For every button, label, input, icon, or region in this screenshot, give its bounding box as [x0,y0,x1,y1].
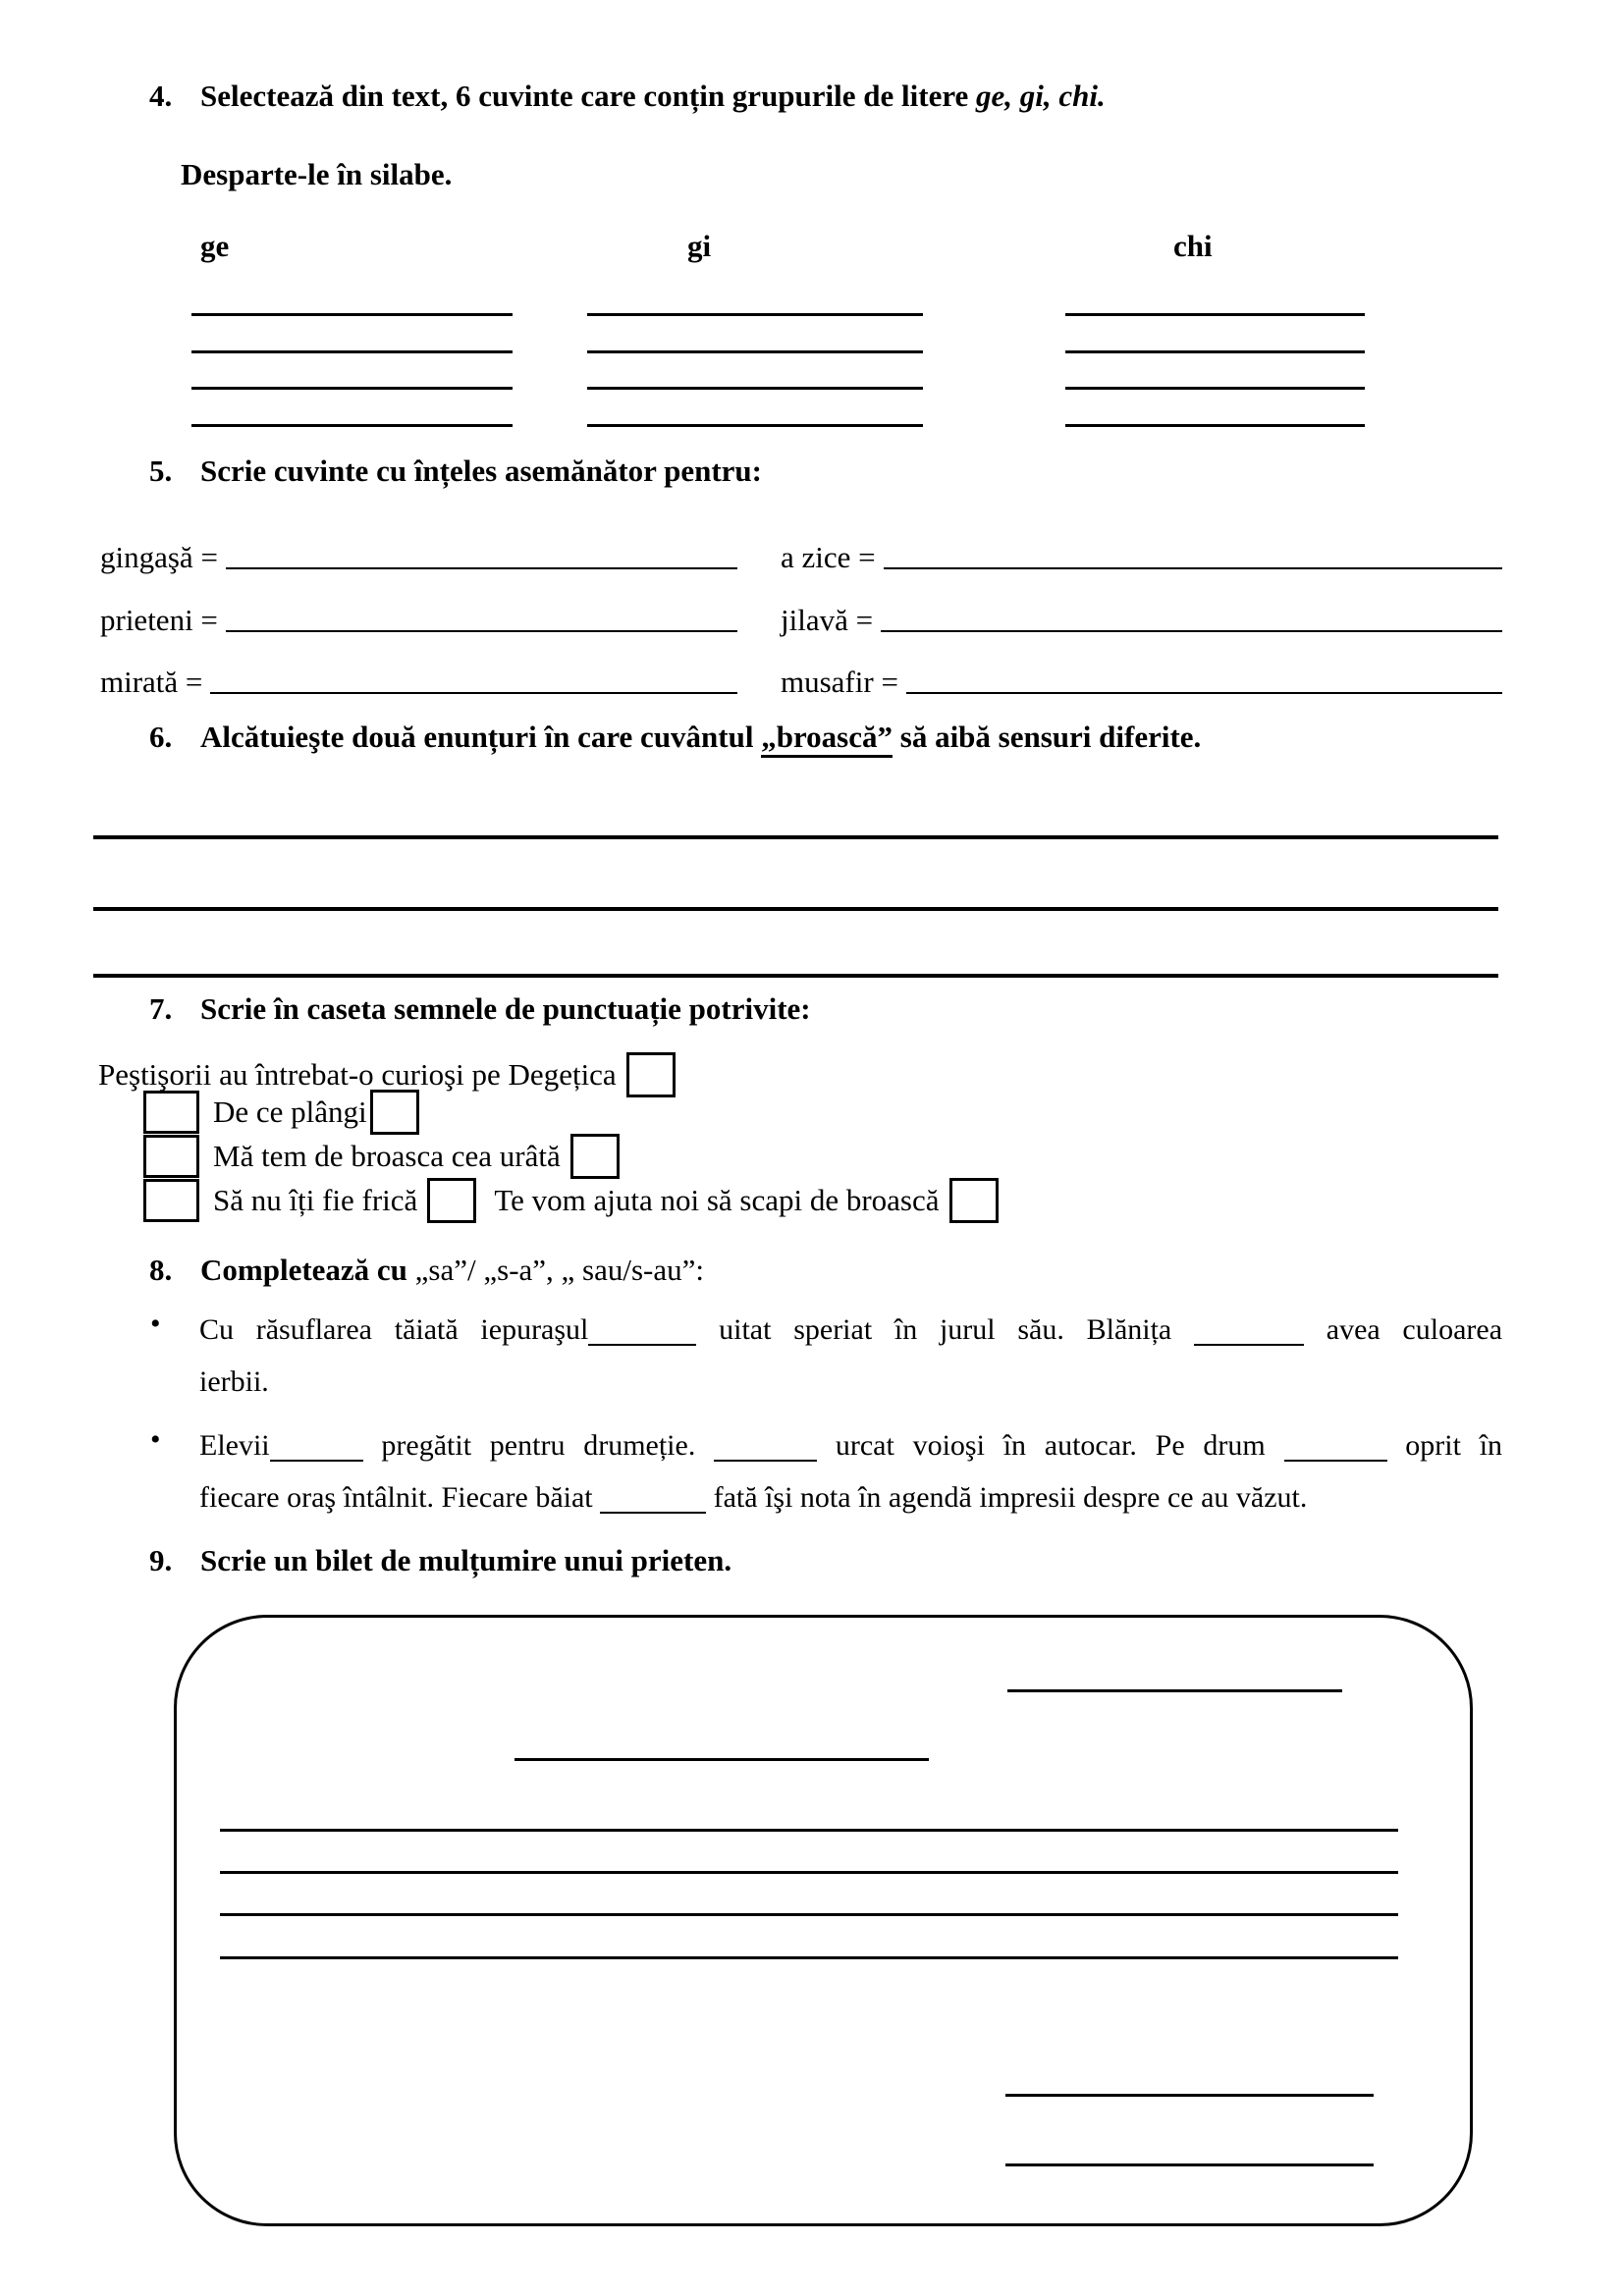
punctuation-text: Te vom ajuta noi să scapi de broască [494,1182,940,1217]
exercise8-title-options: „sa”/ „s-a”, „ sau/s-au”: [406,1253,705,1287]
exercise6-number: 6. [149,720,173,754]
fill-in-text-line [199,1419,1502,1471]
exercise8-title-bold: Completează cu [200,1253,407,1287]
bullet-icon: • [150,1308,161,1340]
exercise5-title: Scrie cuvinte cu înțeles asemănător pentru: [200,454,762,488]
note-box [174,1615,1473,2226]
fill-in-text: urcat voioşi în autocar. Pe drum [835,1429,1266,1462]
write-line [191,313,513,316]
punctuation-line-2 [98,1090,419,1134]
exercise8-number: 8. [149,1253,173,1287]
synonym-term: musafir = [781,665,898,699]
synonym-term: a zice = [781,540,876,574]
synonym-row [100,530,1502,575]
synonym-term: prieteni = [100,603,218,637]
punctuation-line-4 [98,1178,999,1222]
punctuation-text: Mă tem de broasca cea urâtă [213,1138,561,1173]
fill-in-text: fiecare oraş întâlnit. Fiecare băiat [199,1481,593,1514]
note-body-line [220,1871,1398,1874]
write-line [1065,387,1365,390]
answer-line [906,692,1502,694]
punctuation-box [427,1178,476,1223]
exercise4-column-ge [191,229,515,264]
write-line [1065,350,1365,353]
synonym-cell-right [781,540,1502,575]
punctuation-box [143,1179,199,1222]
synonym-term: gingaşă = [100,540,218,574]
exercise4-column-chi [1065,229,1365,264]
write-line [587,387,923,390]
exercise4-number: 4. [149,79,173,113]
write-line [587,424,923,427]
exercise9-title: Scrie un bilet de mulțumire unui prieten. [200,1543,732,1577]
write-line [587,350,923,353]
exercise7-heading [149,991,811,1027]
fill-in-text: Elevii [199,1429,270,1462]
punctuation-box [143,1091,199,1134]
note-body-line [220,1829,1398,1832]
note-title-line [514,1758,929,1761]
exercise5-heading [149,454,762,489]
write-line [191,387,513,390]
answer-line [884,567,1502,569]
answer-blank [270,1433,363,1462]
exercise9-heading [149,1543,731,1578]
synonym-row [100,655,1502,700]
fill-in-text: fată îşi nota în agendă impresii despre ce au văzut. [713,1481,1308,1514]
write-line [587,313,923,316]
exercise4-subtitle: Desparte-le în silabe. [181,157,453,191]
fill-in-text-line [199,1356,1502,1408]
synonym-cell-right [781,603,1502,638]
bullet-icon: • [150,1423,161,1456]
exercise6-title-suffix: să aibă sensuri diferite. [893,720,1202,754]
write-line [191,350,513,353]
answer-line [881,630,1502,632]
punctuation-text: De ce plângi [213,1094,367,1129]
synonym-term: mirată = [100,665,203,699]
fill-in-text: ierbii. [199,1365,269,1398]
answer-line [226,567,737,569]
column-label-chi: chi [1173,229,1213,263]
column-label-ge: ge [200,229,230,263]
fill-in-text: Cu răsuflarea tăiată iepuraşul [199,1313,589,1346]
note-date-line [1007,1689,1342,1692]
answer-blank [588,1317,696,1346]
fill-in-text-line [199,1304,1502,1356]
exercise6-heading [149,720,1201,755]
exercise8-heading [149,1253,704,1288]
punctuation-box [143,1135,199,1178]
punctuation-box [370,1090,419,1135]
punctuation-line-3 [98,1134,620,1178]
synonym-term: jilavă = [781,603,874,637]
fill-in-text: oprit în [1405,1429,1503,1462]
exercise6-title-prefix: Alcătuieşte două enunțuri în care cuvântul [200,720,762,754]
exercise7-title: Scrie în caseta semnele de punctuație potrivite: [200,991,811,1026]
exercise4-title: Selectează din text, 6 cuvinte care conțin grupurile de litere [200,79,977,113]
note-body-line [220,1913,1398,1916]
answer-line [226,630,737,632]
exercise7-number: 7. [149,991,173,1026]
exercise9-number: 9. [149,1543,173,1577]
exercise4-column-gi [587,229,923,264]
synonym-cell-left [100,603,737,638]
fill-in-text-line [199,1471,1502,1523]
synonym-cell-left [100,665,737,700]
punctuation-text: Să nu îți fie frică [213,1182,418,1217]
note-body-line [220,1956,1398,1959]
fill-in-bullet-1 [199,1304,1502,1408]
write-line [93,974,1498,978]
column-label-gi: gi [687,229,712,263]
answer-line [210,692,737,694]
write-line [1065,424,1365,427]
synonym-cell-right [781,665,1502,700]
fill-in-text: avea culoarea [1326,1313,1503,1346]
punctuation-box [626,1052,676,1097]
punctuation-box [570,1134,620,1179]
write-line [93,907,1498,911]
punctuation-text: Peştişorii au întrebat-o curioşi pe Degețica [98,1057,617,1092]
exercise4-heading [149,79,1106,114]
answer-blank [600,1485,706,1514]
exercise6-title-emphasis: „broască” [761,720,893,758]
write-line [191,424,513,427]
answer-blank [714,1433,817,1462]
answer-blank [1194,1317,1304,1346]
synonym-row [100,593,1502,638]
fill-in-text: pregătit pentru drumeție. [381,1429,696,1462]
fill-in-text: uitat speriat în jurul său. Blănița [719,1313,1172,1346]
punctuation-box [949,1178,999,1223]
exercise4-title-letter-groups: ge, gi, chi. [976,79,1106,113]
synonym-cell-left [100,540,737,575]
fill-in-bullet-2 [199,1419,1502,1523]
note-signature-line [1005,2163,1374,2166]
write-line [93,835,1498,839]
note-signature-line [1005,2094,1374,2097]
exercise5-number: 5. [149,454,173,488]
answer-blank [1284,1433,1387,1462]
write-line [1065,313,1365,316]
